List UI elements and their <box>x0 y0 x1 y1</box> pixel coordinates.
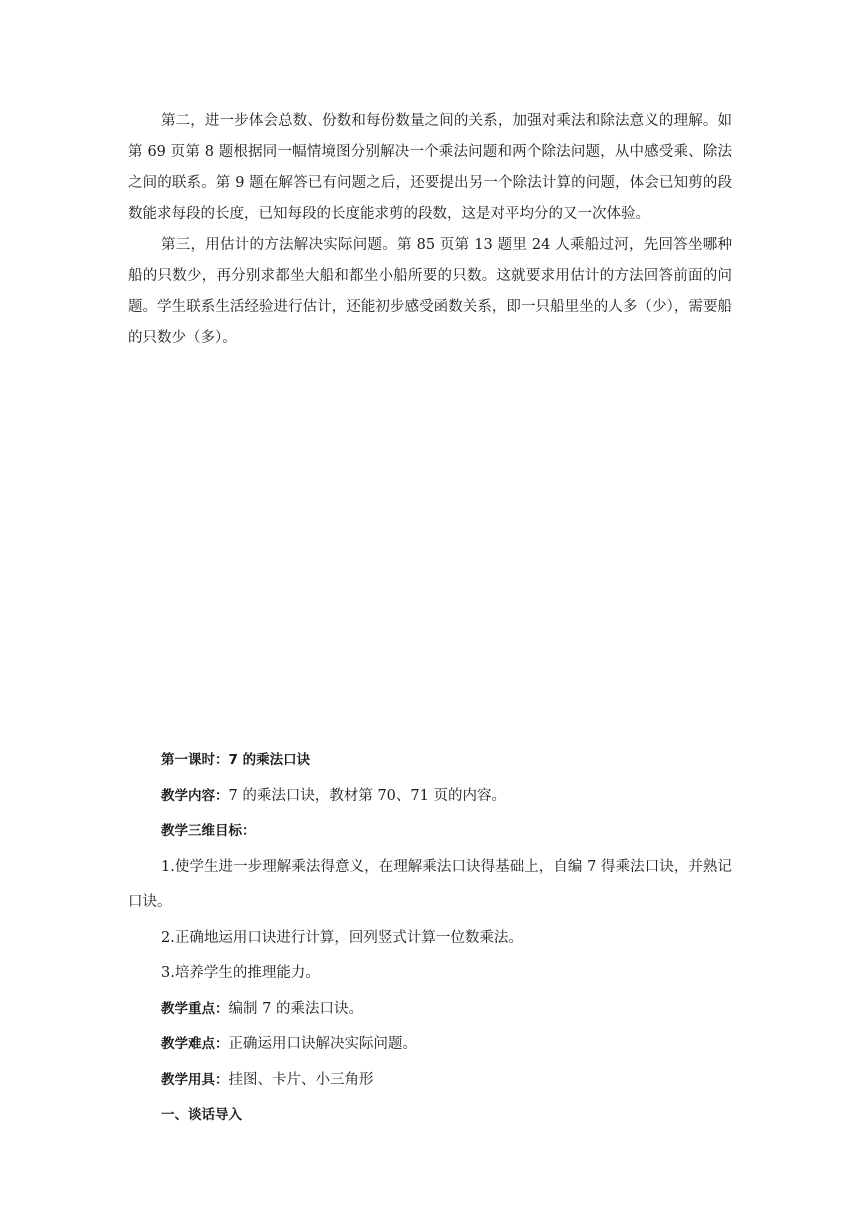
goal-1: 1.使学生进一步理解乘法得意义，在理解乘法口诀得基础上，自编 7 得乘法口诀，并熟记口诀。 <box>128 858 732 910</box>
paragraph-third: 第三，用估计的方法解决实际问题。第 85 页第 13 题里 24 人乘船过河，先回答坐哪种船的只数少，再分别求都坐大船和都坐小船所要的只数。这就要求用估计的方法回答前面的问题。学生联系生活经验进行估计，还能初步感受函数关系，即一只船里坐的人多（少），需要船的只数少（多）。 <box>128 237 732 346</box>
lesson-plan <box>128 743 732 1134</box>
difficulty-text: 正确运用口诀解决实际问题。 <box>228 1036 417 1052</box>
section-top <box>128 106 732 354</box>
teaching-goals-label: 教学三维目标： <box>161 823 256 839</box>
teaching-tools <box>128 1063 732 1099</box>
tools-text: 挂图、卡片、小三角形 <box>228 1071 374 1088</box>
paragraph-second: 第二，进一步体会总数、份数和每份数量之间的关系，加强对乘法和除法意义的理解。如第 69 页第 8 题根据同一幅情境图分别解决一个乘法问题和两个除法问题，从中感受乘、除法之间的联系。第 9 题在解答已有问题之后，还要提出另一个除法计算的问题，体会已知剪的段数能求每段的长度，已知每段的长度能求剪的段数，这是对平均分的又一次体验。 <box>128 113 732 222</box>
teaching-content <box>128 779 732 815</box>
goal-2: 2.正确地运用口诀进行计算，回列竖式计算一位数乘法。 <box>161 929 523 946</box>
goal-3: 3.培养学生的推理能力。 <box>161 965 320 981</box>
teaching-difficulty <box>128 1027 732 1063</box>
teaching-content-label: 教学内容： <box>161 787 229 804</box>
tools-label: 教学用具： <box>161 1071 229 1088</box>
lesson-title: 第一课时：7 的乘法口诀 <box>161 752 311 768</box>
teaching-key-point <box>128 992 732 1028</box>
difficulty-label: 教学难点： <box>161 1036 229 1052</box>
key-point-label: 教学重点： <box>161 1000 229 1017</box>
key-point-text: 编制 7 的乘法口诀。 <box>228 1000 363 1017</box>
teaching-content-text: 7 的乘法口诀，教材第 70、71 页的内容。 <box>228 787 506 804</box>
section-heading-1: 一、谈话导入 <box>161 1107 242 1123</box>
